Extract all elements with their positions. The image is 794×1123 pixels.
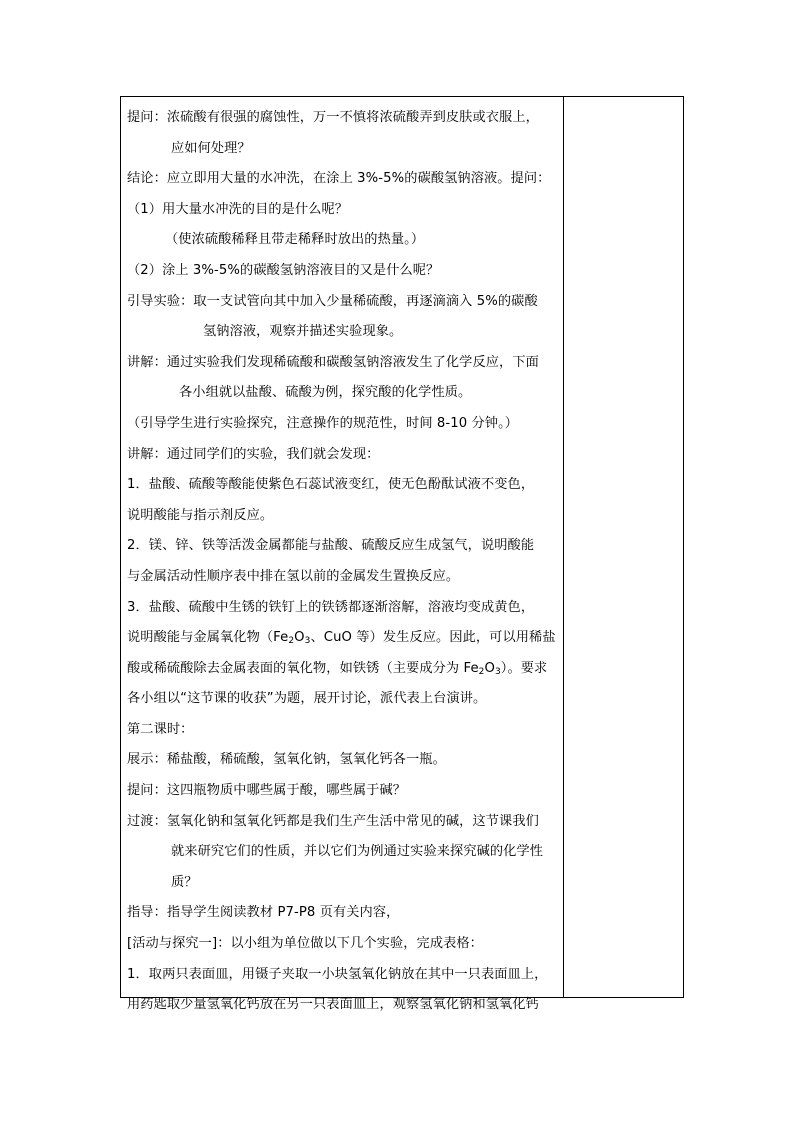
- activity-step-1-cont: 用药匙取少量氢氧化钙放在另一只表面皿上，观察氢氧化钠和氢氧化钙: [127, 997, 539, 1013]
- question-line: 提问：浓硫酸有很强的腐蚀性，万一不慎将浓硫酸弄到皮肤或衣服上，: [127, 110, 539, 125]
- conclusion-line: 结论：应立即用大量的水冲洗，在涂上 3%-5%的碳酸氢钠溶液。提问：: [127, 171, 551, 187]
- point-3-cont-3: 各小组以“这节课的收获”为题，展开讨论，派代表上台演讲。: [127, 691, 487, 707]
- question-line-2: 提问：这四瓶物质中哪些属于酸，哪些属于碱？: [127, 783, 407, 799]
- point-2-cont: 与金属活动性顺序表中排在氢以前的金属发生置换反应。: [127, 568, 460, 584]
- activity-heading: [活动与探究一]：以小组为单位做以下几个实验，完成表格：: [127, 936, 483, 952]
- lesson-content-cell: [127, 103, 559, 1021]
- point-1-cont: 说明酸能与指示剂反应。: [127, 507, 274, 523]
- point-3-cont-2: 酸或稀硫酸除去金属表面的氧化物，如铁锈（主要成分为 $Fe_2O_3$）。要求: [127, 660, 548, 677]
- sub-question-2: （2）涂上 3%-5%的碳酸氢钠溶液目的又是什么呢？: [127, 262, 440, 278]
- transition-cont-1: 就来研究它们的性质，并以它们为例通过实验来探究碱的化学性: [171, 844, 544, 860]
- transition-cont-2: 质？: [171, 874, 198, 890]
- display-line: 展示：稀盐酸，稀硫酸，氢氧化钠，氢氧化钙各一瓶。: [127, 752, 446, 768]
- explanation-line-2: 讲解：通过同学们的实验，我们就会发现：: [127, 446, 380, 462]
- point-2: 2．镁、锌、铁等活泼金属都能与盐酸、硫酸反应生成氢气，说明酸能: [127, 538, 535, 554]
- guided-experiment-cont: 氢钠溶液，观察并描述实验现象。: [203, 324, 403, 340]
- guided-experiment-line: 引导实验：取一支试管向其中加入少量稀硫酸，再逐滴滴入 5%的碳酸: [127, 293, 538, 309]
- answer-1: （使浓硫酸稀释且带走稀释时放出的热量。）: [165, 232, 425, 248]
- teacher-note: （引导学生进行实验探究，注意操作的规范性，时间 8-10 分钟。）: [127, 415, 519, 431]
- point-1: 1．盐酸、硫酸等酸能使紫色石蕊试液变红，使无色酚酞试液不变色，: [127, 477, 535, 493]
- activity-step-1: 1．取两只表面皿，用镊子夹取一小块氢氧化钠放在其中一只表面皿上，: [127, 966, 548, 982]
- second-lesson-heading: 第二课时：: [127, 721, 194, 737]
- point-3: 3．盐酸、硫酸中生锈的铁钉上的铁锈都逐渐溶解，溶液均变成黄色，: [127, 599, 535, 615]
- question-line-cont: 应如何处理？: [171, 140, 251, 156]
- column-divider: [563, 97, 564, 997]
- explanation-line: 讲解：通过实验我们发现稀硫酸和碳酸氢钠溶液发生了化学反应，下面: [127, 354, 539, 370]
- guidance-line: 指导：指导学生阅读教材 P7-P8 页有关内容，: [127, 905, 400, 921]
- sub-question-1: （1）用大量水冲洗的目的是什么呢？: [127, 201, 349, 217]
- lesson-table: [120, 96, 684, 1013]
- point-3-cont-1: 说明酸能与金属氧化物（$Fe_2O_3$、CuO 等）发生反应。因此，可以用稀盐: [127, 630, 556, 647]
- explanation-cont: 各小组就以盐酸、硫酸为例，探究酸的化学性质。: [179, 385, 472, 401]
- transition-line: 过渡：氢氧化钠和氢氧化钙都是我们生产生活中常见的碱，这节课我们: [127, 813, 539, 829]
